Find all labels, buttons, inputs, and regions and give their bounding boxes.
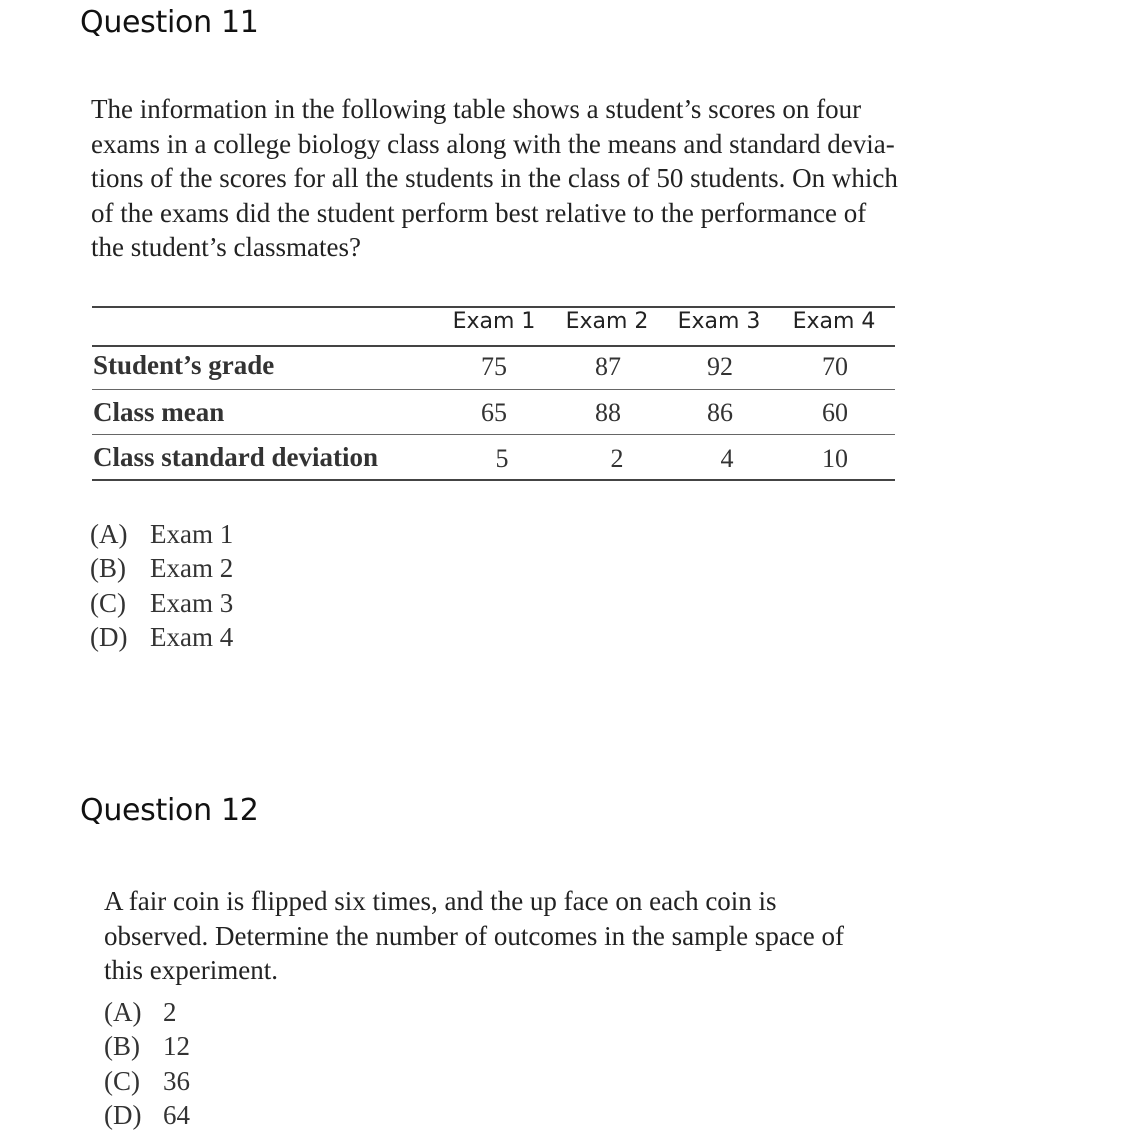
question-11-text-line: The information in the following table shows a student’s scores on four	[91, 94, 862, 124]
choice-letter: (D)	[104, 1099, 142, 1130]
table-header-exam-2: Exam 2	[565, 309, 649, 334]
answer-choice-b[interactable]	[104, 1029, 190, 1063]
answer-choice-d[interactable]	[90, 620, 233, 654]
choice-letter: (D)	[90, 621, 128, 652]
question-11-text-line: the student’s classmates?	[91, 232, 361, 262]
question-12-text-line: A fair coin is flipped six times, and the up face on each coin is	[104, 886, 777, 916]
question-11-text-line: tions of the scores for all the students in the class of 50 students. On which	[91, 163, 898, 193]
choice-letter: (A)	[90, 519, 128, 549]
question-12-choices	[104, 995, 190, 1132]
table-cell: 92	[707, 352, 733, 381]
row-label-students-grade: Student’s grade	[93, 350, 275, 380]
table-cell: 60	[822, 398, 848, 427]
table-bottom-rule	[92, 479, 895, 481]
answer-choice-d[interactable]	[104, 1098, 190, 1132]
question-11-choices	[90, 517, 233, 654]
question-11-text	[91, 92, 991, 265]
choice-text: 64	[163, 1099, 190, 1130]
answer-choice-c[interactable]	[104, 1064, 190, 1098]
choice-letter: (B)	[90, 553, 126, 584]
choice-letter: (A)	[104, 997, 142, 1027]
table-row-divider	[92, 434, 895, 435]
table-top-rule	[92, 306, 895, 308]
row-label-class-mean: Class mean	[93, 397, 225, 427]
choice-text: Exam 2	[150, 553, 234, 584]
table-cell: 86	[707, 398, 733, 427]
table-cell: 75	[481, 352, 507, 381]
table-cell: 88	[595, 398, 621, 427]
table-row-divider	[92, 389, 895, 390]
question-12-text-line: this experiment.	[104, 955, 278, 985]
answer-choice-a[interactable]	[104, 995, 190, 1029]
choice-text: Exam 4	[150, 621, 234, 652]
table-cell: 10	[822, 444, 848, 473]
choice-letter: (C)	[104, 1065, 140, 1096]
table-header-exam-3: Exam 3	[677, 309, 761, 334]
table-cell: 4	[720, 444, 734, 473]
table-cell: 87	[595, 352, 621, 381]
question-11-text-line: exams in a college biology class along with the means and standard devia-	[91, 128, 895, 159]
question-12-text	[104, 884, 944, 988]
table-cell: 5	[495, 444, 509, 473]
answer-choice-b[interactable]	[90, 551, 233, 585]
question-11-text-line: of the exams did the student perform best relative to the performance of	[91, 197, 867, 228]
choice-text: 2	[163, 997, 177, 1027]
answer-choice-c[interactable]	[90, 586, 233, 620]
choice-letter: (B)	[104, 1031, 140, 1062]
choice-text: 12	[163, 1031, 190, 1062]
table-cell: 2	[610, 444, 624, 473]
question-11-title: Question 11	[80, 5, 259, 40]
answer-choice-a[interactable]	[90, 517, 233, 551]
choice-text: Exam 3	[150, 587, 234, 618]
table-header-exam-1: Exam 1	[452, 309, 536, 334]
choice-text: 36	[163, 1065, 190, 1096]
table-header-exam-4: Exam 4	[792, 309, 876, 334]
question-12-title: Question 12	[80, 793, 259, 828]
table-header-rule	[92, 345, 895, 347]
table-cell: 70	[822, 352, 848, 381]
row-label-class-std-dev: Class standard deviation	[93, 442, 379, 472]
table-cell: 65	[481, 398, 507, 427]
choice-letter: (C)	[90, 587, 126, 618]
choice-text: Exam 1	[150, 519, 234, 549]
question-12-text-line: observed. Determine the number of outcomes in the sample space of	[104, 920, 845, 951]
